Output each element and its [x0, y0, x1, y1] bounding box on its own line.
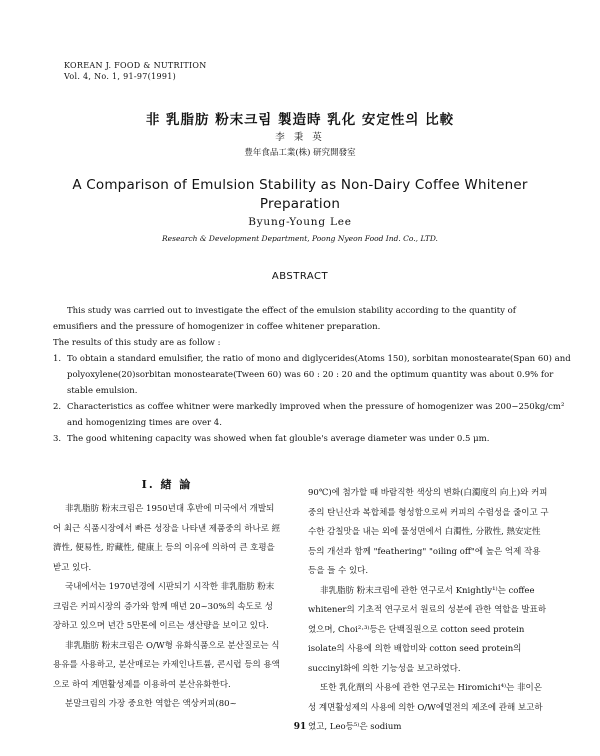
left-column — [53, 500, 281, 715]
korean-affiliation: 豊年食品工業(株) 研究開發室 — [244, 148, 356, 158]
list-item-number: 2. — [53, 402, 62, 412]
english-title-line-2: Preparation — [259, 196, 341, 212]
body-paragraph: 또한 乳化劑의 사용에 관한 연구로는 Hiromichi⁴⁾는 非이온성 계면활성제의 사용에 의한 O/W에멀전의 제조에 관해 보고하였고, Leo등⁵⁾은 sodium — [308, 683, 543, 732]
body-paragraph: 분말크림의 가장 중요한 역할은 액상커피(80~ — [65, 699, 237, 709]
page-number: 91 — [293, 722, 307, 732]
list-item-text: To obtain a standard emulsifier, the ratio of mono and diglycerides(Atoms 150), sorbitan monostearate(Span 60) and polyoxylene(20)sorbitan monostearate(Tween 60) was 60 : 20 : 20 and the optimum quantity was about 0.9% for stable emulsion. — [67, 354, 571, 396]
journal-header — [64, 60, 207, 82]
english-author: Byung-Young Lee — [248, 216, 352, 228]
english-title-line-1: A Comparison of Emulsion Stability as Non-Dairy Coffee Whitener — [72, 177, 528, 193]
korean-title: 非 乳脂肪 粉末크림 製造時 乳化 安定性의 比較 — [145, 112, 455, 128]
list-item-text: Characteristics as coffee whitner were markedly improved when the pressure of homogenizer was 200−250kg/cm² and homogenizing times are over 4. — [67, 402, 565, 428]
body-paragraph: 90℃)에 첨가할 때 바람직한 색상의 변화(白濁度의 向上)와 커피중의 탄닌산과 복합체를 형성함으로써 커피의 수렴성을 줄이고 구수한 감칠맛을 내는 외에 물성면에서 白濁性, 分散性, 熱安定性 등의 개선과 함께 "feathering" "oiling off"에 높은 억제 작용 등을 들 수 있다. — [308, 488, 549, 576]
list-item-number: 3. — [53, 434, 62, 444]
english-title — [40, 176, 560, 214]
right-column — [308, 484, 550, 738]
list-item-number: 1. — [53, 354, 62, 364]
section-heading-introduction: Ⅰ. 緖 論 — [141, 478, 193, 491]
journal-volume: Vol. 4, No. 1, 91-97(1991) — [64, 72, 177, 81]
body-paragraph: 국내에서는 1970년경에 시판되기 시작한 非乳脂肪 粉末크림은 커피시장의 증가와 함께 매년 20~30%의 속도로 성장하고 있으며 년간 5만톤에 이르는 생산량을 보이고 있다. — [53, 582, 275, 631]
list-item — [53, 351, 573, 399]
korean-author: 李 秉 英 — [275, 132, 325, 143]
list-item — [53, 399, 573, 431]
body-paragraph: 非乳脂肪 粉末크림에 관한 연구로서 Knightly¹⁾는 coffee whitener의 기초적 연구로서 원료의 성분에 관한 역할을 발표하였으며, Choi²·³⁾등은 단백질원으로 cotton seed protein isolate의 사용에 의한 배합비와 cotton seed protein의 succinyl화에 의한 기능성을 보고하였다. — [308, 585, 547, 674]
abstract-results-list — [53, 351, 573, 447]
list-item — [53, 431, 573, 447]
english-affiliation: Research & Development Department, Poong Nyeon Food Ind. Co., LTD. — [162, 234, 438, 243]
abstract-paragraph: This study was carried out to investigate the effect of the emulsion stability according to the quantity of emusifiers and the pressure of homogenizer in coffee whitener preparation. — [53, 306, 516, 332]
abstract-heading: ABSTRACT — [271, 271, 329, 282]
body-paragraph: 非乳脂肪 粉末크림은 O/W형 유화식품으로 분산질로는 식용유를 사용하고, 분산매로는 카제인나트륨, 콘시럽 등의 용액으로 하여 계면활성제를 이용하여 분산유화한다. — [53, 640, 280, 690]
abstract-intro: The results of this study are as follow : — [53, 338, 221, 348]
body-paragraph: 非乳脂肪 粉末크림은 1950년대 후반에 미국에서 개발되어 최근 식품시장에서 빠른 성장을 나타낸 제품중의 하나로 經濟性, 便易性, 貯藏性, 健康上 등의 이유에 의하여 큰 호평을 받고 있다. — [53, 504, 281, 573]
list-item-text: The good whitening capacity was showed when fat glouble's average diameter was under 0.5 μm. — [67, 434, 490, 444]
journal-name: KOREAN J. FOOD & NUTRITION — [64, 61, 207, 70]
